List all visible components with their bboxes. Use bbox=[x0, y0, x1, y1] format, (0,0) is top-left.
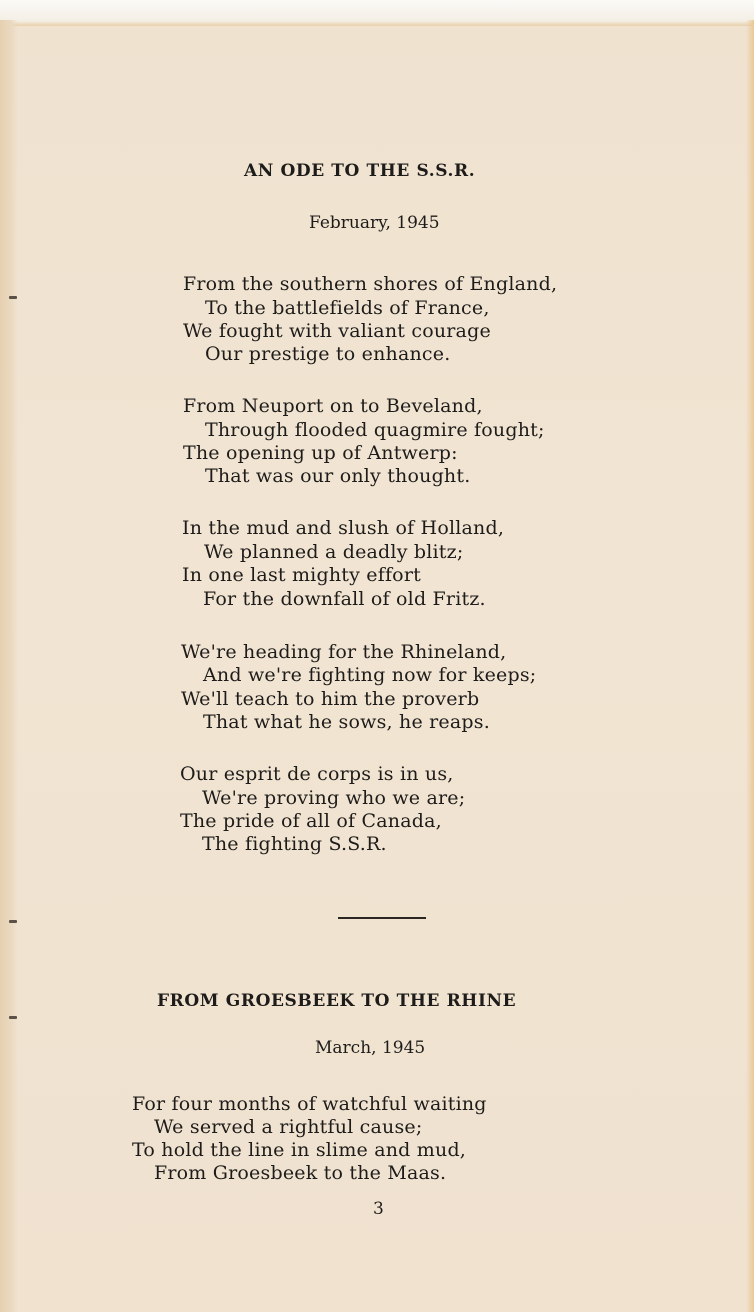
staple-mark bbox=[9, 920, 17, 923]
staple-mark bbox=[9, 1016, 17, 1019]
poem-line: From Groesbeek to the Maas. bbox=[154, 1162, 447, 1184]
poem-line: From the southern shores of England, bbox=[183, 273, 558, 295]
poem-line: Our esprit de corps is in us, bbox=[180, 763, 454, 785]
staple-mark bbox=[9, 296, 17, 299]
poem-title: FROM GROESBEEK TO THE RHINE bbox=[157, 991, 517, 1011]
poem-line: For the downfall of old Fritz. bbox=[203, 588, 486, 610]
poem-line: We served a rightful cause; bbox=[154, 1116, 423, 1138]
poem-line: That was our only thought. bbox=[205, 465, 471, 487]
poem-title: AN ODE TO THE S.S.R. bbox=[244, 161, 476, 181]
section-divider bbox=[338, 917, 426, 919]
poem-line: Through flooded quagmire fought; bbox=[205, 419, 545, 441]
poem-line: The opening up of Antwerp: bbox=[183, 442, 458, 464]
poem-line: We fought with valiant courage bbox=[183, 320, 491, 342]
page-top-edge bbox=[0, 0, 754, 26]
poem-line: We're heading for the Rhineland, bbox=[181, 641, 507, 663]
poem-line: In the mud and slush of Holland, bbox=[182, 517, 505, 539]
page-binding-edge bbox=[0, 20, 18, 1312]
poem-line: And we're fighting now for keeps; bbox=[203, 664, 537, 686]
page-right-edge bbox=[746, 20, 754, 1312]
poem-date: February, 1945 bbox=[309, 213, 440, 233]
poem-line: We're proving who we are; bbox=[202, 787, 466, 809]
poem-line: To hold the line in slime and mud, bbox=[132, 1139, 467, 1161]
poem-date: March, 1945 bbox=[315, 1038, 426, 1058]
poem-line: We planned a deadly blitz; bbox=[204, 541, 464, 563]
poem-line: The pride of all of Canada, bbox=[180, 810, 442, 832]
poem-line: The fighting S.S.R. bbox=[202, 833, 387, 855]
poem-line: We'll teach to him the proverb bbox=[181, 688, 480, 710]
poem-line: In one last mighty effort bbox=[182, 564, 421, 586]
poem-line: For four months of watchful waiting bbox=[132, 1093, 487, 1115]
poem-line: That what he sows, he reaps. bbox=[203, 711, 490, 733]
page-number: 3 bbox=[373, 1199, 384, 1219]
poem-line: Our prestige to enhance. bbox=[205, 343, 451, 365]
poem-line: From Neuport on to Beveland, bbox=[183, 395, 483, 417]
poem-line: To the battlefields of France, bbox=[205, 297, 490, 319]
